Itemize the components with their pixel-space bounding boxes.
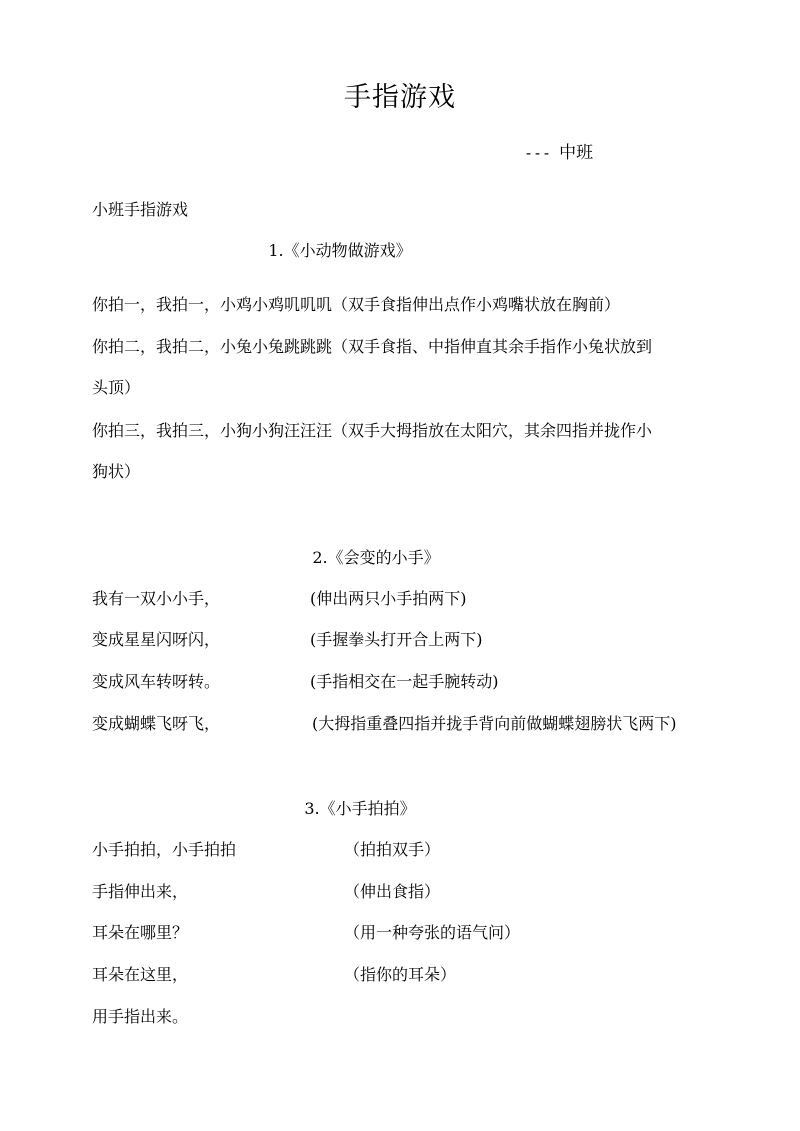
game-3-row-3-note: （用一种夸张的语气问） — [344, 923, 521, 942]
game-2-row-3-note: (手指相交在一起手腕转动) — [310, 672, 499, 691]
section-heading: 小班手指游戏 — [92, 200, 189, 219]
game-3-row-2-note: （伸出食指） — [344, 882, 441, 901]
subtitle-dashes: --- — [524, 144, 552, 162]
game-3-row-2-text: 手指伸出来， — [92, 882, 189, 901]
game-2-title-text: 2.《会变的小手》 — [312, 548, 440, 567]
game-3-row-5-text: 用手指出来。 — [92, 1007, 189, 1026]
game-1-line-1: 你拍一，我拍一，小鸡小鸡叽叽叽（双手食指伸出点作小鸡嘴状放在胸前） — [92, 295, 621, 314]
game-3-title-text: 3.《小手拍拍》 — [304, 799, 416, 818]
game-1-line-4: 你拍三，我拍三，小狗小狗汪汪汪（双手大拇指放在太阳穴，其余四指并拢作小 — [92, 421, 653, 440]
game-2-row-1-note: (伸出两只小手拍两下) — [310, 589, 467, 608]
game-3-row-1-note: （拍拍双手） — [344, 840, 441, 859]
game-2-row-1-text: 我有一双小小手， — [92, 589, 221, 608]
game-2-row-4-text: 变成蝴蝶飞呀飞， — [92, 714, 221, 733]
game-1-title-text: 1.《小动物做游戏》 — [268, 241, 412, 260]
game-2-row-2-note: (手握拳头打开合上两下) — [310, 630, 483, 649]
game-3-row-1-text: 小手拍拍，小手拍拍 — [92, 840, 237, 859]
game-2-row-3-text: 变成风车转呀转。 — [92, 672, 221, 691]
subtitle-class-label: 中班 — [559, 143, 594, 163]
game-1-line-2: 你拍二，我拍二，小兔小兔跳跳跳（双手食指、中指伸直其余手指作小兔状放到 — [92, 337, 653, 356]
game-1-line-5: 狗状） — [92, 462, 141, 481]
game-2-title — [0, 545, 800, 571]
game-1-title — [0, 238, 800, 264]
game-3-row-4-note: （指你的耳朵） — [344, 965, 457, 984]
game-3-title — [0, 796, 800, 822]
game-3-row-4-text: 耳朵在这里， — [92, 965, 189, 984]
document-subtitle — [524, 140, 593, 166]
game-1-line-3: 头顶） — [92, 378, 141, 397]
game-3-row-3-text: 耳朵在哪里？ — [92, 923, 189, 942]
document-title: 手指游戏 — [344, 82, 456, 113]
game-2-row-4-note: (大拇指重叠四指并拢手背向前做蝴蝶翅膀状飞两下) — [312, 714, 677, 733]
game-2-row-2-text: 变成星星闪呀闪， — [92, 630, 221, 649]
